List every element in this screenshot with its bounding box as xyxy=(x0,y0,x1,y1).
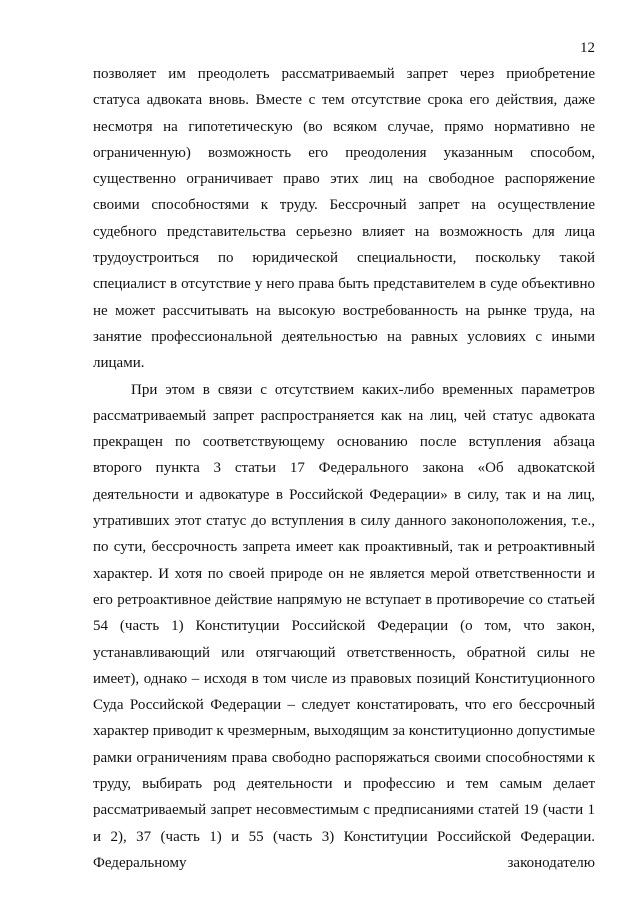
paragraph-continued: позволяет им преодолеть рассматриваемый запрет через приобретение статуса адвоката вновь. Вместе с тем отсутствие срока его действия, даже несмотря на гипотетическую (во всяком случае, прямо нормативно не ограниченную) возможность его преодоления указанным способом, существенно ограничивает право этих лиц на свободное распоряжение своими способностями к труду. Бессрочный запрет на осуществление судебного представительства серьезно влияет на возможность для лица трудоустроиться по юридической специальности, поскольку такой специалист в отсутствие у него права быть представителем в суде объективно не может рассчитывать на высокую востребованность на рынке труда, на занятие профессиональной деятельностью на равных условиях с иными лицами. xyxy=(93,66,595,372)
paragraph-main: При этом в связи с отсутствием каких-либо временных параметров рассматриваемый запрет распространяется как на лиц, чей статус адвоката прекращен по соответствующему основанию после вступления абзаца второго пункта 3 статьи 17 Федерального закона «Об адвокатской деятельности и адвокатуре в Российской Федерации» в силу, так и на лиц, утративших этот статус до вступления в силу данного законоположения, т.е., по сути, бессрочность запрета имеет как проактивный, так и ретроактивный характер. И хотя по своей природе он не является мерой ответственности и его ретроактивное действие напрямую не вступает в противоречие со статьей 54 (часть 1) Конституции Российской Федерации (о том, что закон, устанавливающий или отягчающий ответственность, обратной силы не имеет), однако – исходя в том числе из правовых позиций Конституционного Суда Российской Федерации – следует констатировать, что его бессрочный характер приводит к чрезмерным, выходящим за конституционно допустимые рамки ограничениям права свободно распоряжаться своими способностями к труду, выбирать род деятельности и профессию и тем самым делает рассматриваемый запрет несовместимым с предписаниями статей 19 (части 1 и 2), 37 (часть 1) и 55 (часть 3) Конституции Российской Федерации. Федеральному законодателю xyxy=(93,381,595,871)
document-body xyxy=(93,61,595,876)
page-number: 12 xyxy=(580,40,595,56)
